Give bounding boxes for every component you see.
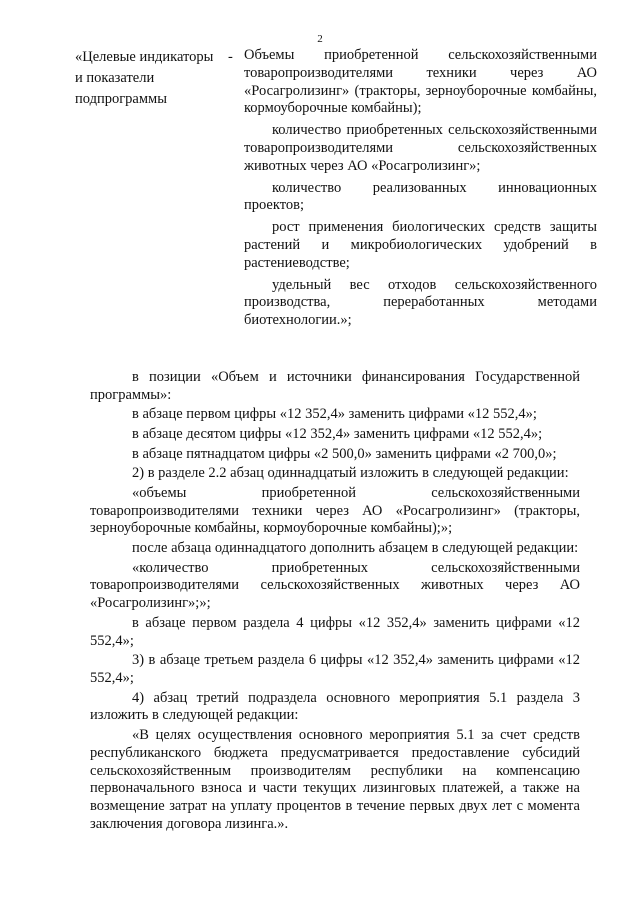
body-paragraph: «объемы приобретенной сельскохозяйственными товаропроизводителями техники через АО «Росагролизинг» (тракторы, зерноуборочные комбайны, кормоуборочные комбайны);»; (90, 484, 580, 537)
body-paragraph: в позиции «Объем и источники финансирования Государственной программы»: (90, 369, 580, 403)
document-body (90, 369, 580, 835)
indicator-item: количество реализованных инновационных проектов; (244, 179, 597, 214)
body-paragraph: в абзаце первом раздела 4 цифры «12 352,4» заменить цифрами «12 552,4»; (90, 614, 580, 649)
body-paragraph: в абзаце первом цифры «12 352,4» заменить цифрами «12 552,4»; (132, 406, 537, 423)
page-number: 2 (317, 33, 323, 45)
indicator-item: Объемы приобретенной сельскохозяйственными товаропроизводителями техники через АО «Росагролизинг» (тракторы, зерноуборочные комбайны, кормоуборочные комбайны); (244, 47, 597, 117)
body-paragraph: 2) в разделе 2.2 абзац одиннадцатый изложить в следующей редакции: (132, 465, 569, 482)
indicators-list (244, 47, 597, 334)
body-paragraph: после абзаца одиннадцатого дополнить абзацем в следующей редакции: (132, 539, 579, 556)
body-paragraph: 3) в абзаце третьем раздела 6 цифры «12 352,4» заменить цифрами «12 552,4»; (90, 652, 580, 686)
indicator-item: удельный вес отходов сельскохозяйственного производства, переработанных методами биотехнологии.»; (244, 276, 597, 329)
body-paragraph: «количество приобретенных сельскохозяйственными товаропроизводителями сельскохозяйственных животных через АО «Росагролизинг»;»; (90, 559, 580, 612)
indicators-heading: «Целевые индикаторы и показатели подпрограммы (75, 49, 214, 107)
body-paragraph: «В целях осуществления основного мероприятия 5.1 за счет средств республиканского бюджета предусматривается предоставление субсидий сельскохозяйственным производителям республики на компенсацию первоначального взноса и части текущих лизинговых платежей, а также на возмещение затрат на уплату процентов в течение первых двух лет с момента заключения договора лизинга.». (90, 726, 580, 832)
body-paragraph: 4) абзац третий подраздела основного мероприятия 5.1 раздела 3 изложить в следующей редакции: (90, 689, 580, 724)
indicator-item: рост применения биологических средств защиты растений и микробиологических удобрений в растениеводстве; (244, 219, 597, 271)
body-paragraph: в абзаце десятом цифры «12 352,4» заменить цифрами «12 552,4»; (132, 425, 543, 442)
indicator-item: количество приобретенных сельскохозяйственными товаропроизводителями сельскохозяйственных животных через АО «Росагролизинг»; (244, 122, 597, 174)
body-paragraph: в абзаце пятнадцатом цифры «2 500,0» заменить цифрами «2 700,0»; (132, 445, 557, 462)
heading-dash: - (228, 49, 233, 65)
